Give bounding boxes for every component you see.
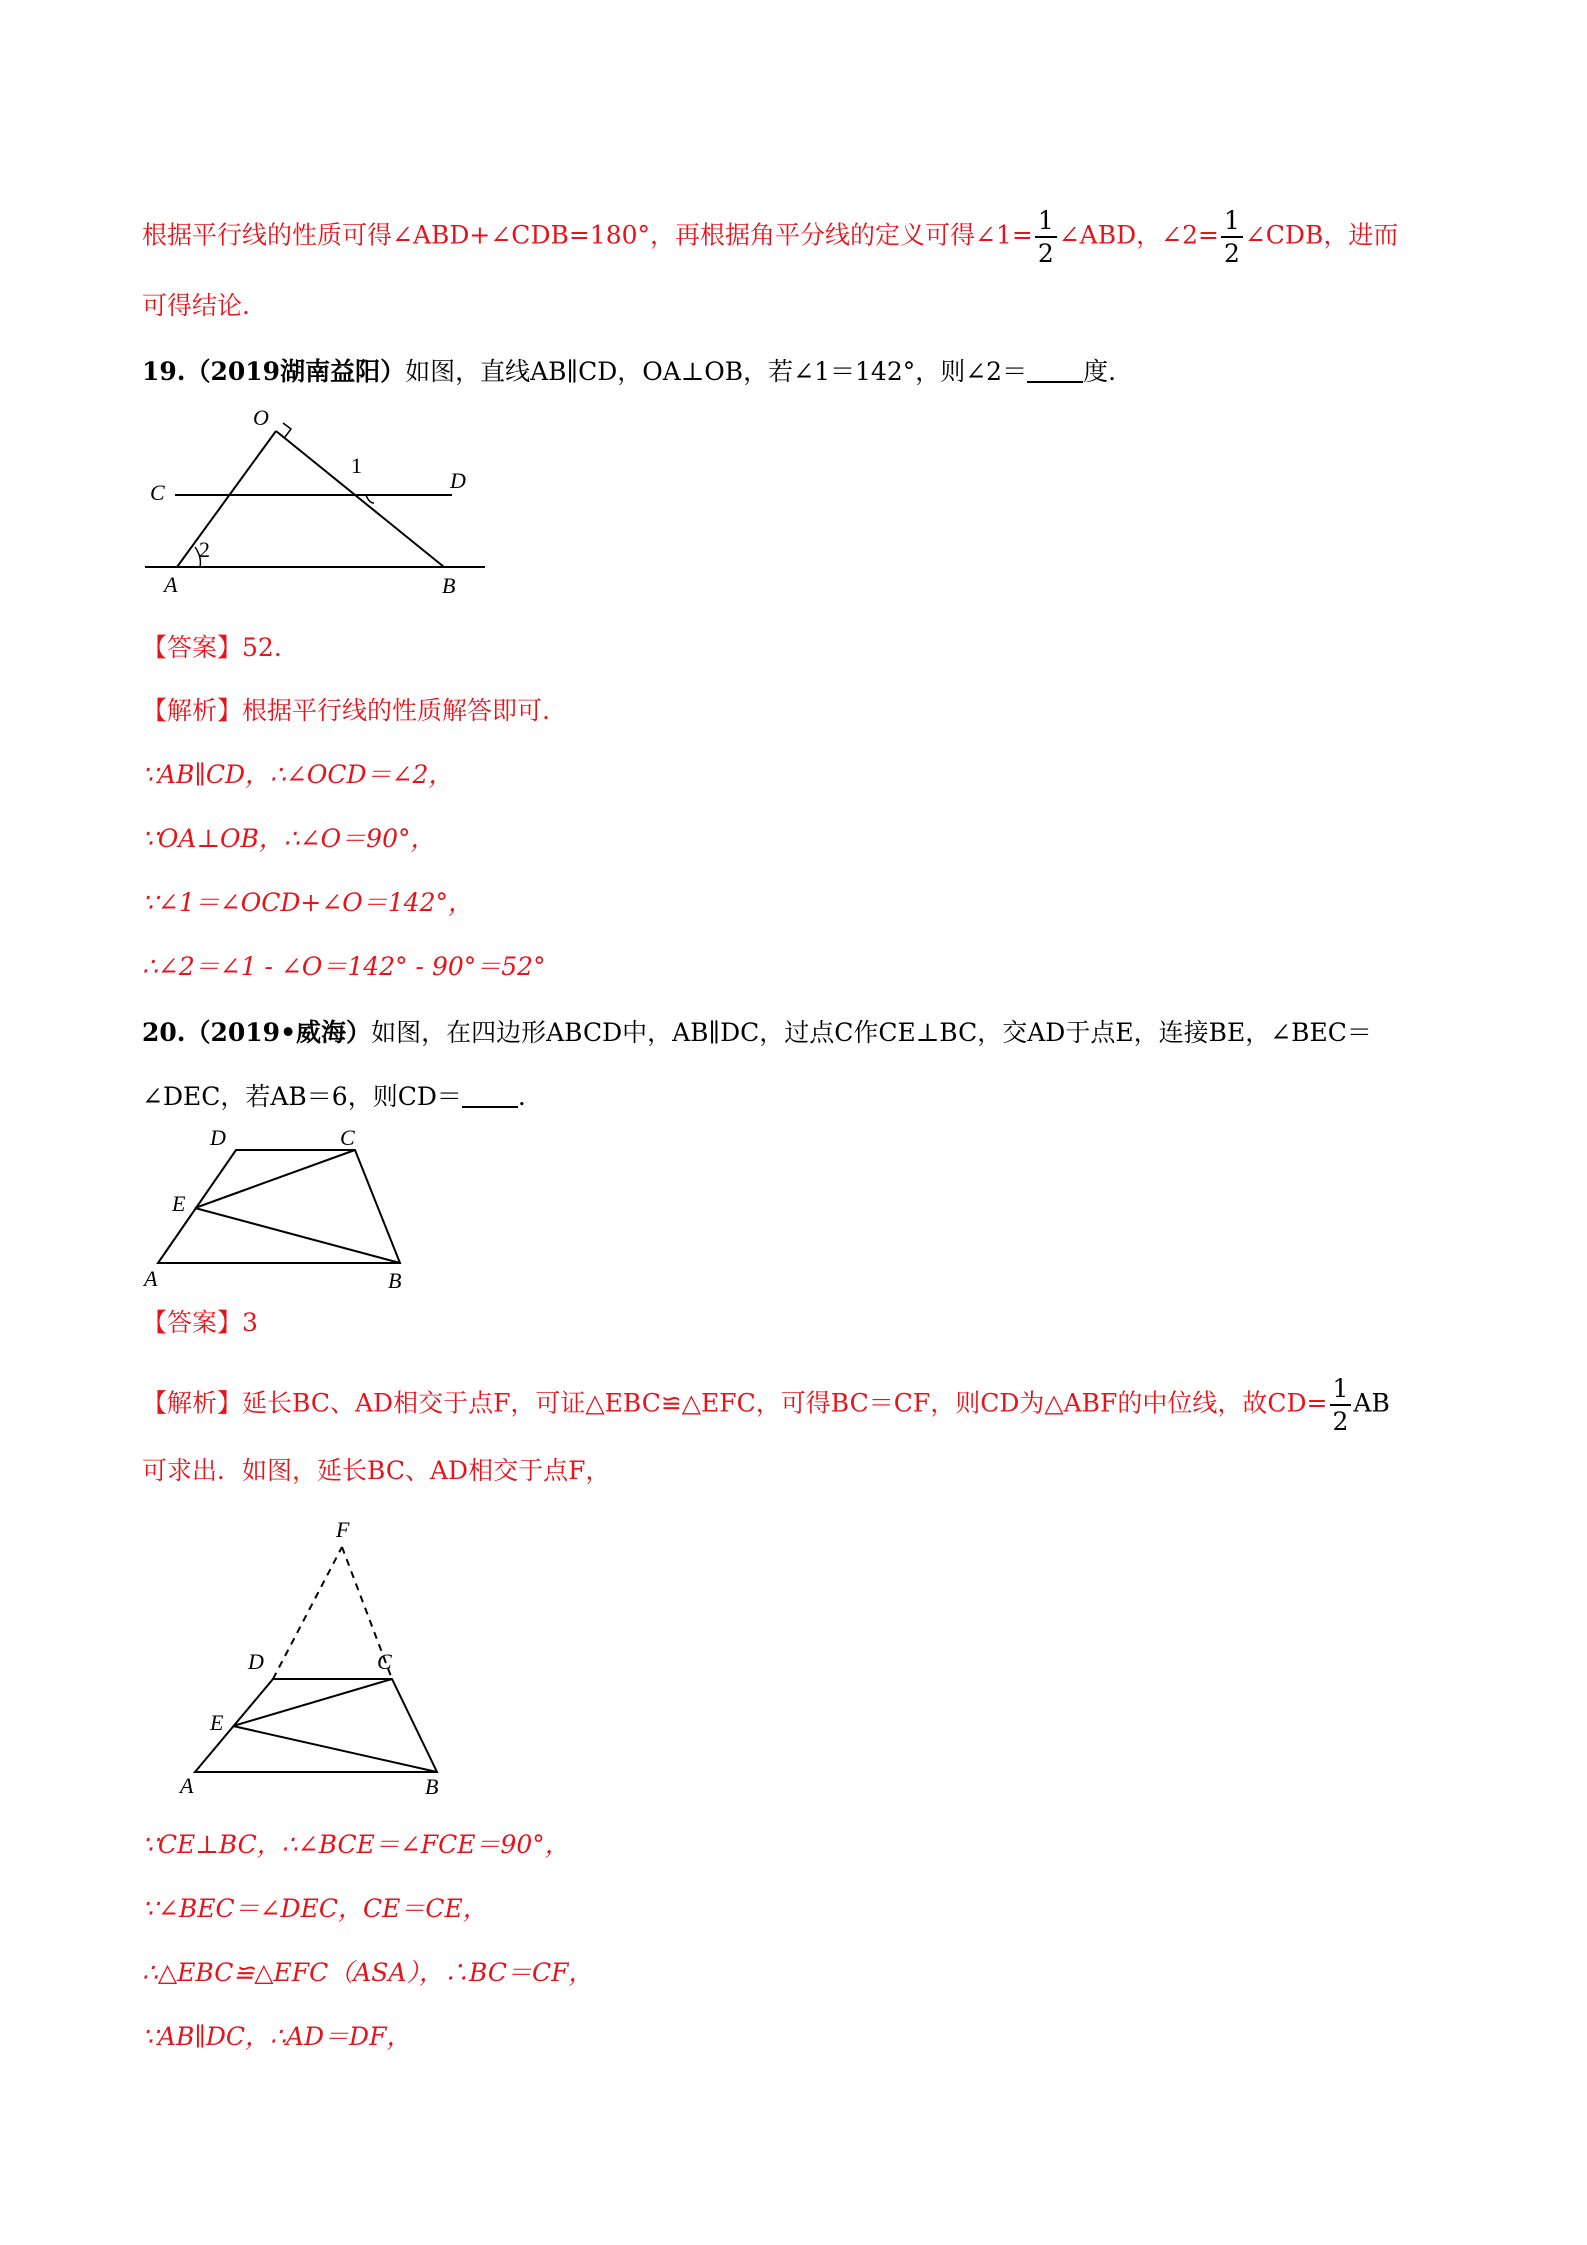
q20-source: （2019•威海） xyxy=(185,1018,372,1047)
segment-ec xyxy=(195,1150,355,1208)
label-a: A xyxy=(164,572,178,597)
dashed-df xyxy=(273,1547,342,1679)
fraction-half-3: $\frac{1}{2}$ xyxy=(1330,1376,1352,1434)
right-angle-mark xyxy=(283,423,291,437)
segment-oa xyxy=(177,431,276,567)
quadrilateral-abcd-solution xyxy=(195,1679,437,1772)
q19-step: ∵AB∥CD，∴∠OCD＝∠2， xyxy=(142,760,454,789)
q19-tail: 度. xyxy=(1083,357,1117,386)
label-b: B xyxy=(425,1774,439,1795)
q19-analysis xyxy=(142,694,550,728)
angle-1-arc xyxy=(366,495,374,503)
label-e: E xyxy=(210,1710,224,1735)
q20-step: ∴△EBC≌△EFC（ASA），∴BC＝CF， xyxy=(142,1958,594,1987)
q19-text: 如图，直线AB∥CD，OA⊥OB，若∠1＝142°，则∠2＝ xyxy=(405,357,1028,386)
label-f: F xyxy=(336,1517,350,1542)
fraction-half-2: $\frac{1}{2}$ xyxy=(1221,208,1243,266)
label-d: D xyxy=(248,1649,264,1674)
segment-eb xyxy=(195,1208,400,1263)
q20-number: 20. xyxy=(142,1018,186,1047)
label-a: A xyxy=(144,1266,158,1291)
prev-solution-line2: 可得结论. xyxy=(142,291,250,320)
q19-figure xyxy=(140,405,500,605)
segment-ob xyxy=(276,431,444,567)
label-e: E xyxy=(172,1191,186,1216)
label-angle-1: 1 xyxy=(351,453,362,478)
q19-number: 19. xyxy=(142,357,186,386)
label-o: O xyxy=(253,405,269,430)
q19-answer-blank xyxy=(1027,357,1083,383)
q20-answer-tag: 【答案】 xyxy=(142,1308,243,1337)
prev-solution-line1 xyxy=(142,208,1398,266)
q20-frac-tail: AB xyxy=(1353,1388,1390,1418)
prev-solution-text-c: ∠CDB，进而 xyxy=(1244,220,1399,250)
quadrilateral-abcd xyxy=(158,1150,400,1263)
q20-statement-line2 xyxy=(142,1080,526,1114)
fraction-half-1: $\frac{1}{2}$ xyxy=(1035,208,1057,266)
prev-solution-text-b: ∠ABD，∠2= xyxy=(1058,220,1219,250)
label-angle-2: 2 xyxy=(199,537,210,562)
q19-step: ∵∠1＝∠OCD+∠O＝142°， xyxy=(142,888,473,917)
label-d: D xyxy=(210,1125,226,1150)
q20-analysis-tag: 【解析】 xyxy=(142,1388,243,1418)
q19-step: ∴∠2＝∠1 - ∠O＝142° - 90°＝52° xyxy=(142,952,546,981)
q19-answer-value: 52. xyxy=(242,633,282,662)
q20-step: ∵CE⊥BC，∴∠BCE＝∠FCE＝90°， xyxy=(142,1830,570,1859)
label-c: C xyxy=(340,1125,355,1150)
q19-source: （2019湖南益阳） xyxy=(185,357,406,386)
label-b: B xyxy=(442,573,456,598)
label-c: C xyxy=(377,1649,392,1674)
label-a: A xyxy=(180,1773,194,1795)
q20-statement-line1 xyxy=(142,1016,1372,1050)
q19-answer xyxy=(142,631,282,665)
q20-text1: 如图，在四边形ABCD中，AB∥DC，过点C作CE⊥BC，交AD于点E，连接BE，∠BEC＝ xyxy=(371,1018,1372,1047)
q20-tail: . xyxy=(517,1082,526,1111)
q20-analysis-line1 xyxy=(142,1376,1390,1434)
q20-step: ∵AB∥DC，∴AD＝DF， xyxy=(142,2022,412,2051)
q20-answer-blank xyxy=(462,1082,518,1108)
q20-answer xyxy=(142,1306,258,1340)
q20-solution-figure xyxy=(160,1505,480,1795)
label-d: D xyxy=(450,468,466,493)
label-b: B xyxy=(388,1268,402,1293)
q20-analysis-text1: 延长BC、AD相交于点F，可证△EBC≌△EFC，可得BC＝CF，则CD为△ABF的中位线，故CD= xyxy=(242,1388,1328,1418)
q19-answer-tag: 【答案】 xyxy=(142,633,243,662)
q20-answer-value: 3 xyxy=(242,1308,258,1337)
label-c: C xyxy=(150,480,165,505)
q19-step: ∵OA⊥OB，∴∠O＝90°， xyxy=(142,824,436,853)
prev-solution-text-a: 根据平行线的性质可得∠ABD+∠CDB=180°，再根据角平分线的定义可得∠1= xyxy=(142,220,1033,250)
q20-figure xyxy=(140,1120,440,1295)
q19-statement xyxy=(142,355,1116,389)
q20-text2: ∠DEC，若AB＝6，则CD＝ xyxy=(142,1082,462,1111)
q19-analysis-tag: 【解析】 xyxy=(142,696,243,725)
segment-eb-solution xyxy=(233,1726,437,1772)
q20-analysis-line2: 可求出．如图，延长BC、AD相交于点F， xyxy=(142,1456,611,1485)
q19-analysis-text: 根据平行线的性质解答即可. xyxy=(242,696,550,725)
q20-step: ∵∠BEC＝∠DEC，CE＝CE， xyxy=(142,1894,488,1923)
segment-ec-solution xyxy=(233,1679,392,1726)
